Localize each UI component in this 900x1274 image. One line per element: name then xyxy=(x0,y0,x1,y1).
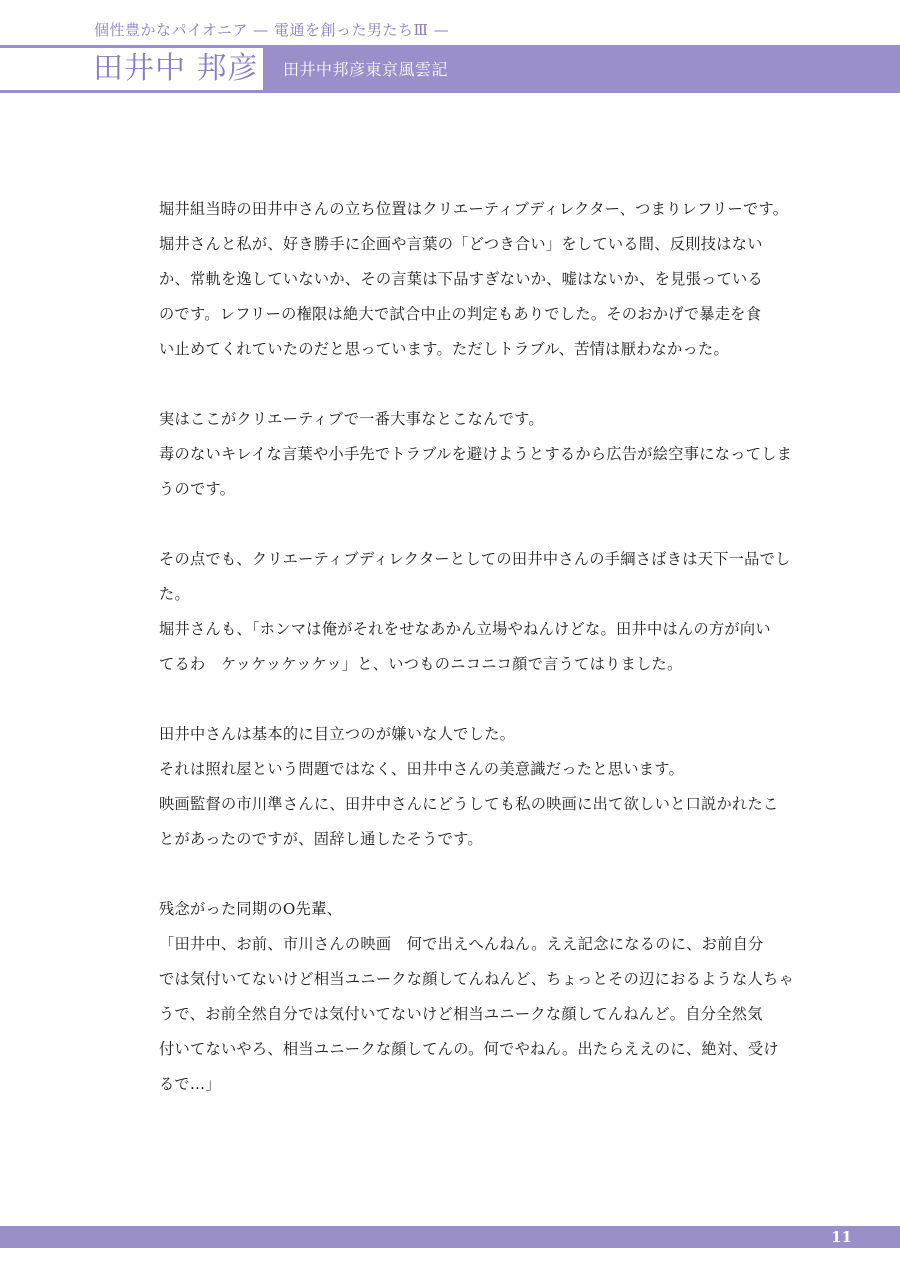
text-line: 堀井さんも、「ホンマは俺がそれをせなあかん立場やねんけどな。田井中はんの方が向い xyxy=(159,620,771,638)
text-line: とがあったのですが、固辞し通したそうです。 xyxy=(159,830,483,848)
text-line: 毒のないキレイな言葉や小手先でトラブルを避けようとするから広告が絵空事になってしま xyxy=(159,445,793,463)
text-line: い止めてくれていたのだと思っています。ただしトラブル、苦情は厭わなかった。 xyxy=(159,340,729,358)
text-line: てるわ ケッケッケッケッ」と、いつものニコニコ顔で言うてはりました。 xyxy=(159,655,683,673)
text-line: それは照れ屋という問題ではなく、田井中さんの美意識だったと思います。 xyxy=(159,760,685,778)
text-line: 映画監督の市川準さんに、田井中さんにどうしても私の映画に出て欲しいと口説かれたこ xyxy=(159,795,779,813)
article-body xyxy=(159,192,794,1137)
text-line: 堀井さんと私が、好き勝手に企画や言葉の「どつき合い」をしている間、反則技はない xyxy=(159,235,763,253)
text-line: 堀井組当時の田井中さんの立ち位置はクリエーティブディレクター、つまりレフリーです。 xyxy=(159,200,789,218)
text-line: 実はここがクリエーティブで一番大事なとこなんです。 xyxy=(159,410,544,428)
text-line: うで、お前全然自分では気付いてないけど相当ユニークな顔してんねんど。自分全然気 xyxy=(159,1005,763,1023)
text-line: 「田井中、お前、市川さんの映画 何で出えへんねん。ええ記念になるのに、お前自分 xyxy=(159,935,764,953)
paragraph xyxy=(159,892,794,1102)
text-line: 残念がった同期のO先輩、 xyxy=(159,900,343,918)
paragraph xyxy=(159,402,793,507)
text-line: その点でも、クリエーティブディレクターとしての田井中さんの手綱さばきは天下一品でし xyxy=(159,550,791,568)
text-line: た。 xyxy=(159,585,190,603)
text-line: では気付いてないけど相当ユニークな顔してんねんど、ちょっとその辺におるような人ちゃ xyxy=(159,970,794,988)
paragraph xyxy=(159,542,789,682)
footer-bar xyxy=(0,1226,900,1248)
text-line: 田井中さんは基本的に目立つのが嫌いな人でした。 xyxy=(159,725,516,743)
article-subtitle: 田井中邦彦東京風雲記 xyxy=(283,60,449,79)
person-name: 田井中 邦彦 xyxy=(93,51,259,86)
text-line: か、常軌を逸していないか、その言葉は下品すぎないか、嘘はないか、を見張っている xyxy=(159,270,764,288)
text-line: うのです。 xyxy=(159,480,236,498)
page-number: 11 xyxy=(831,1228,852,1246)
text-line: るで…」 xyxy=(159,1075,221,1093)
header-bottom-rule xyxy=(0,90,263,93)
paragraph xyxy=(159,717,789,857)
text-line: のです。レフリーの権限は絶大で試合中止の判定もありでした。そのおかげで暴走を食 xyxy=(159,305,762,323)
series-title: 個性豊かなパイオニア — 電通を創った男たちⅢ — xyxy=(94,21,450,39)
text-line: 付いてないやろ、相当ユニークな顔してんの。何でやねん。出たらええのに、絶対、受け xyxy=(159,1040,779,1058)
paragraph xyxy=(159,192,789,367)
